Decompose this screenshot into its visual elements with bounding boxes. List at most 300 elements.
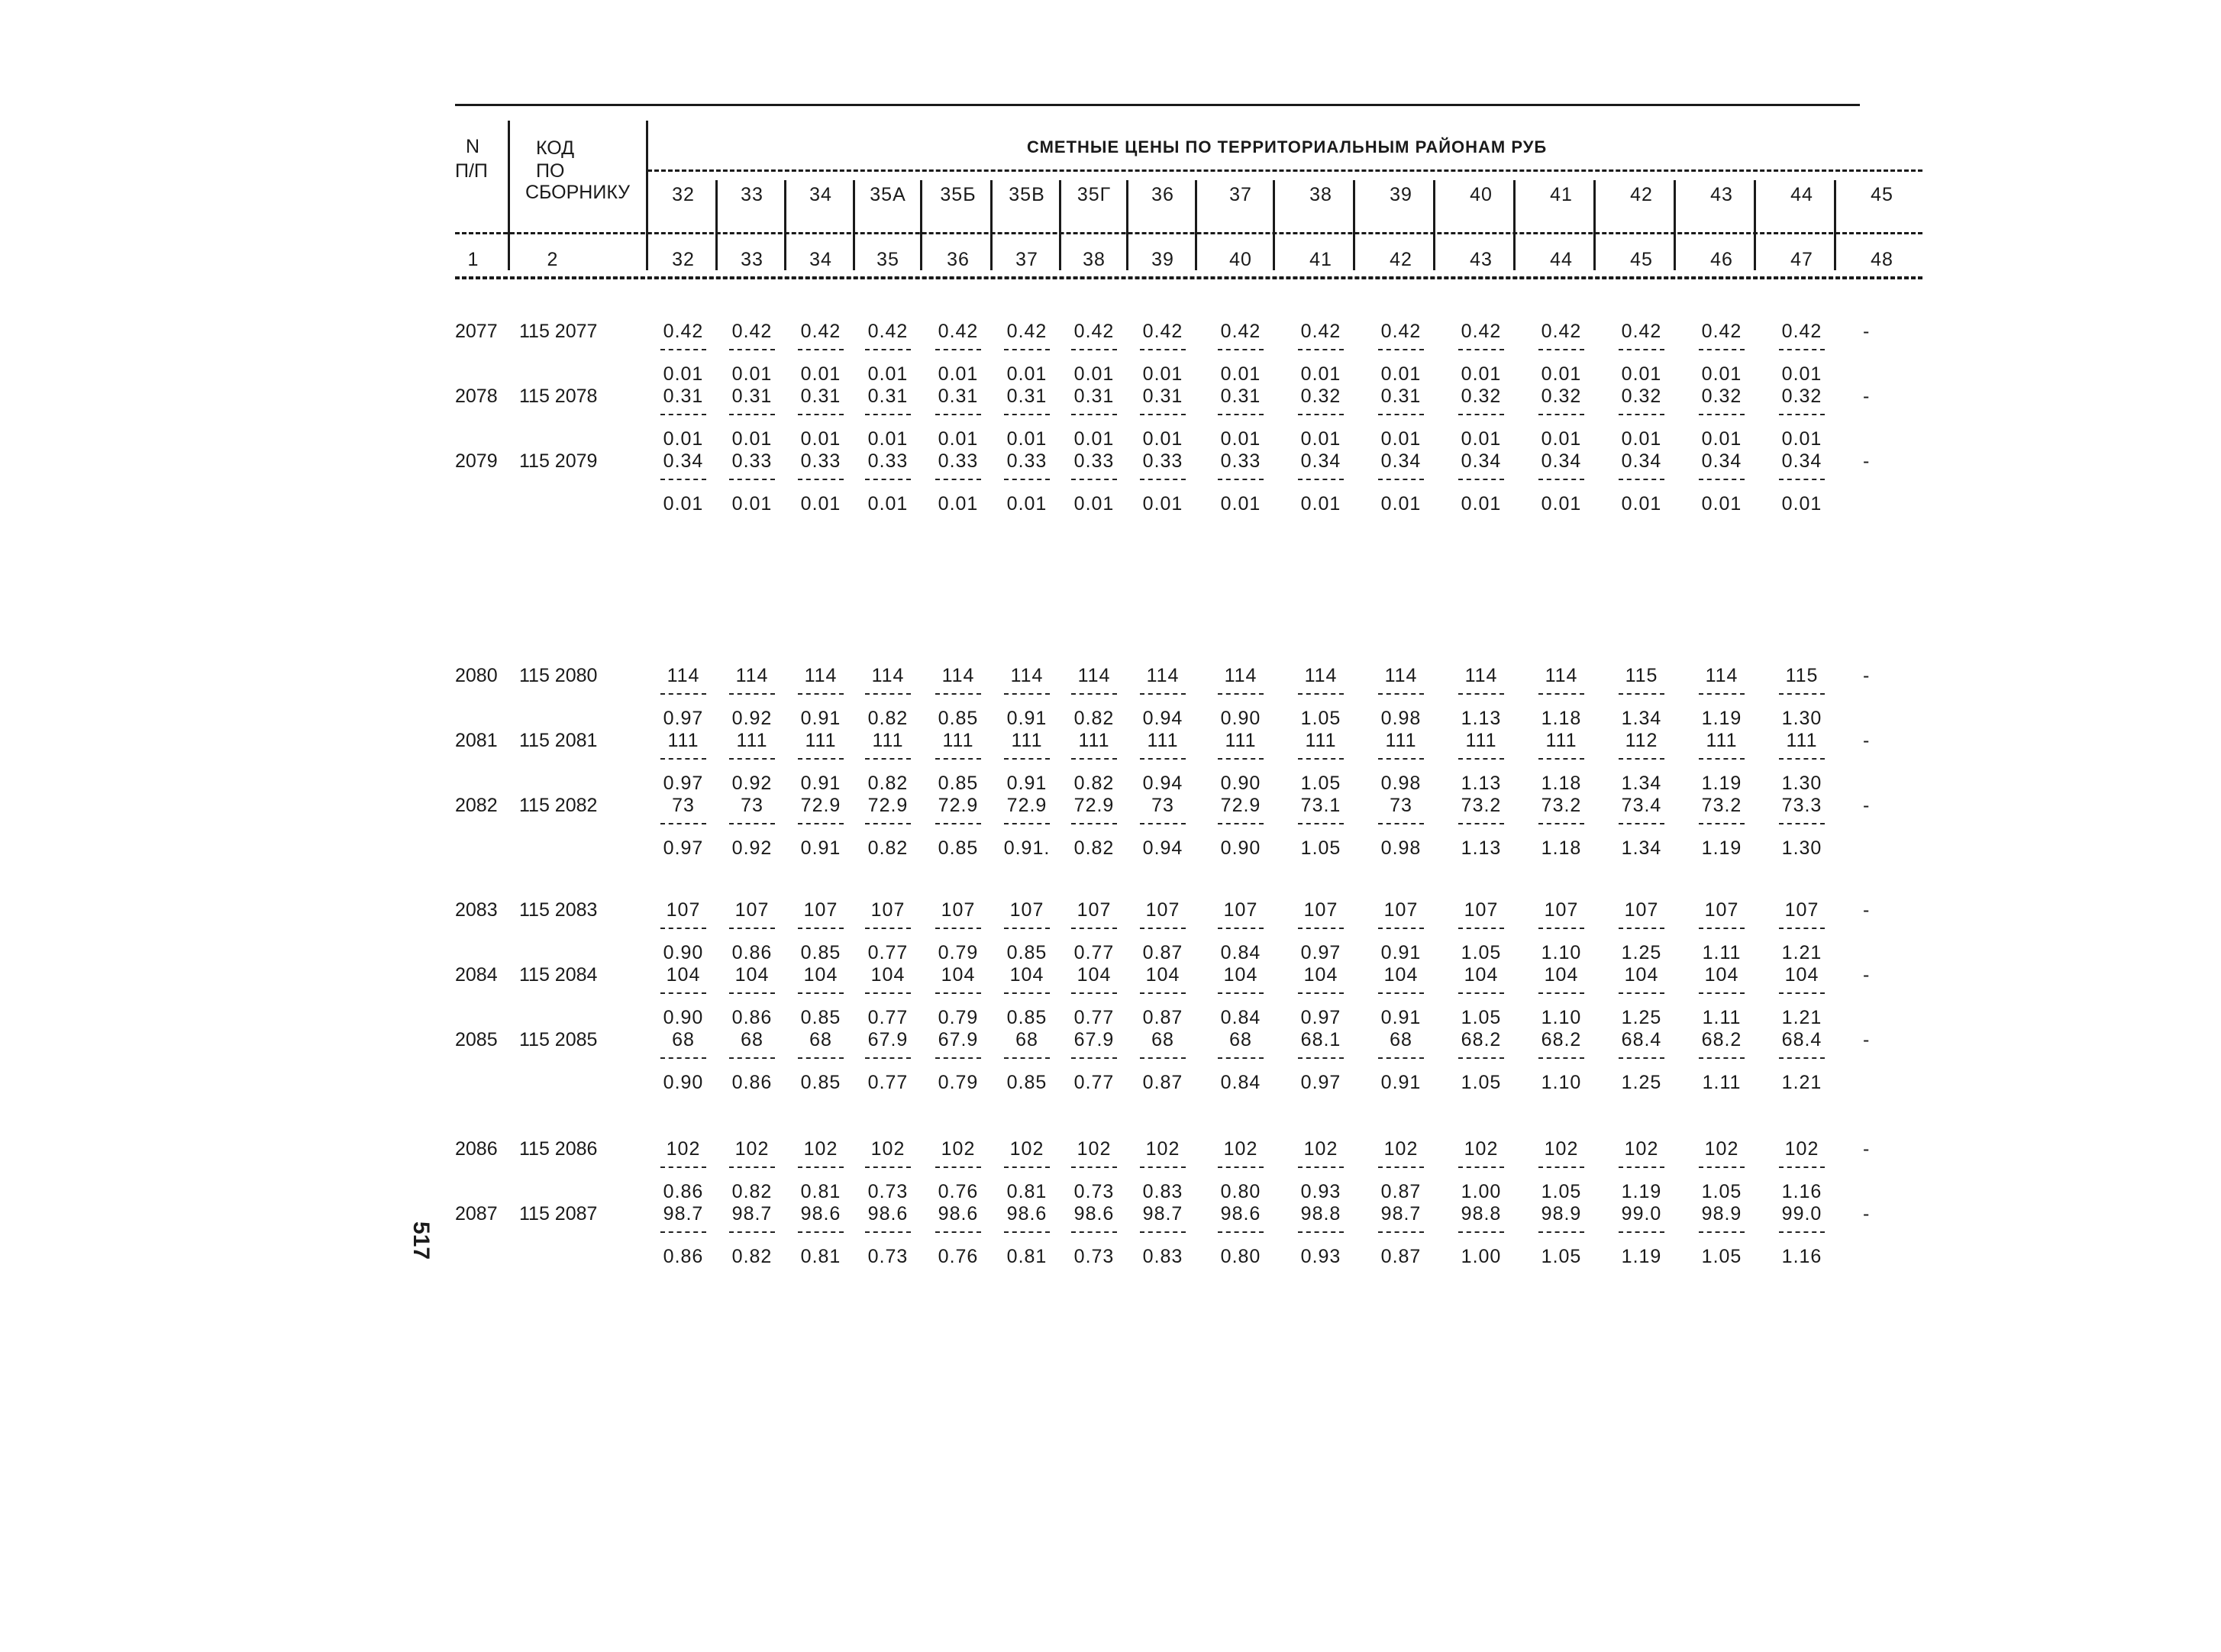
price-value: 111	[1225, 730, 1257, 751]
fraction-line	[935, 1166, 981, 1168]
fraction-line	[1619, 693, 1664, 695]
price-value: 0.42	[1461, 321, 1502, 342]
column-number: 39	[1151, 249, 1174, 270]
price-value: 0.31	[731, 386, 773, 407]
price-value: 0.33	[938, 450, 979, 472]
coefficient-value: 0.01	[1541, 428, 1582, 450]
price-value: 68	[1151, 1029, 1174, 1050]
fraction-line	[935, 1057, 981, 1059]
fraction-line	[865, 1166, 911, 1168]
row-dash: -	[1863, 795, 1870, 816]
fraction-line	[729, 479, 775, 480]
price-value: 104	[1464, 964, 1499, 986]
coefficient-value: 0.01	[1073, 363, 1115, 385]
header-pp-label: П/П	[455, 160, 488, 182]
district-code: 39	[1390, 184, 1412, 205]
coefficient-value: 1.21	[1781, 1007, 1822, 1028]
price-value: 73.4	[1621, 795, 1662, 816]
district-col-sep	[784, 180, 786, 270]
coefficient-value: 1.10	[1541, 1072, 1582, 1093]
price-value: 68.2	[1541, 1029, 1582, 1050]
price-value: 104	[1624, 964, 1659, 986]
coefficient-value: 1.00	[1461, 1246, 1502, 1267]
fraction-line	[1538, 479, 1584, 480]
fraction-line	[865, 758, 911, 760]
row-number: 2086	[455, 1138, 498, 1160]
price-value: 73	[1151, 795, 1174, 816]
fraction-line	[1071, 1231, 1117, 1233]
coefficient-value: 0.81	[800, 1246, 841, 1267]
price-value: 0.32	[1621, 386, 1662, 407]
fraction-line	[1071, 414, 1117, 415]
district-col-sep	[1674, 180, 1676, 270]
fraction-line	[1458, 1166, 1504, 1168]
fraction-line	[1071, 992, 1117, 994]
fraction-line	[1699, 823, 1745, 824]
coefficient-value: 0.85	[800, 942, 841, 963]
coefficient-value: 0.01	[731, 428, 773, 450]
price-value: 68.2	[1461, 1029, 1502, 1050]
price-value: 0.42	[1073, 321, 1115, 342]
price-value: 107	[1303, 899, 1338, 921]
fraction-line	[798, 758, 844, 760]
coefficient-value: 0.83	[1142, 1246, 1183, 1267]
coefficient-value: 0.01	[1300, 428, 1341, 450]
price-value: 0.31	[938, 386, 979, 407]
price-value: 0.42	[731, 321, 773, 342]
coefficient-value: 1.05	[1300, 708, 1341, 729]
price-value: 68	[809, 1029, 832, 1050]
fraction-line	[1779, 693, 1825, 695]
table-body-top-rule	[455, 277, 1922, 279]
coefficient-value: 0.01	[800, 493, 841, 515]
price-value: 114	[1146, 665, 1180, 686]
price-value: 98.6	[867, 1203, 909, 1224]
fraction-line	[1619, 479, 1664, 480]
fraction-line	[1140, 928, 1186, 929]
fraction-line	[1619, 758, 1664, 760]
header-po-label: ПО	[536, 160, 565, 182]
fraction-line	[798, 1231, 844, 1233]
price-value: 0.31	[800, 386, 841, 407]
fraction-line	[1779, 414, 1825, 415]
fraction-line	[1378, 992, 1424, 994]
fraction-line	[1004, 1231, 1050, 1233]
fraction-line	[1004, 928, 1050, 929]
price-value: 67.9	[938, 1029, 979, 1050]
coefficient-value: 1.13	[1461, 773, 1502, 794]
coefficient-value: 1.11	[1702, 1007, 1742, 1028]
coefficient-value: 0.97	[1300, 942, 1341, 963]
price-value: 98.9	[1701, 1203, 1742, 1224]
price-value: 102	[1383, 1138, 1419, 1160]
coefficient-value: 1.11	[1702, 1072, 1742, 1093]
coefficient-value: 0.01	[1701, 363, 1742, 385]
price-value: 107	[1383, 899, 1419, 921]
price-value: 98.7	[663, 1203, 704, 1224]
row-dash: -	[1863, 665, 1870, 686]
price-value: 99.0	[1621, 1203, 1662, 1224]
fraction-line	[1538, 758, 1584, 760]
price-value: 0.33	[800, 450, 841, 472]
coefficient-value: 0.76	[938, 1246, 979, 1267]
coefficient-value: 0.86	[731, 942, 773, 963]
price-value: 67.9	[867, 1029, 909, 1050]
coefficient-value: 1.18	[1541, 708, 1582, 729]
coefficient-value: 0.90	[1220, 837, 1261, 859]
coefficient-value: 0.92	[731, 708, 773, 729]
price-value: 111	[1305, 730, 1337, 751]
fraction-line	[1458, 1057, 1504, 1059]
price-value: 111	[1147, 730, 1179, 751]
fraction-line	[660, 1057, 706, 1059]
fraction-line	[1619, 414, 1664, 415]
fraction-line	[1298, 693, 1344, 695]
fraction-line	[1699, 414, 1745, 415]
coefficient-value: 0.91	[1380, 942, 1422, 963]
price-value: 0.33	[1220, 450, 1261, 472]
fraction-line	[1378, 1231, 1424, 1233]
price-value: 102	[941, 1138, 976, 1160]
coefficient-value: 0.85	[938, 837, 979, 859]
price-value: 0.33	[1006, 450, 1048, 472]
price-value: 0.32	[1781, 386, 1822, 407]
price-value: 98.7	[1142, 1203, 1183, 1224]
coefficient-value: 0.98	[1380, 773, 1422, 794]
price-value: 0.33	[1142, 450, 1183, 472]
coefficient-value: 0.77	[1073, 1072, 1115, 1093]
coefficient-value: 0.01	[800, 363, 841, 385]
price-value: 107	[1223, 899, 1258, 921]
coefficient-value: 0.80	[1220, 1181, 1261, 1202]
column-number: 1	[467, 249, 479, 270]
coefficient-value: 0.81	[1006, 1246, 1048, 1267]
coefficient-value: 1.05	[1461, 1072, 1502, 1093]
coefficient-value: 0.01	[1461, 428, 1502, 450]
price-value: 0.42	[1541, 321, 1582, 342]
price-value: 107	[1077, 899, 1112, 921]
coefficient-value: 0.85	[800, 1072, 841, 1093]
price-value: 102	[1077, 1138, 1112, 1160]
district-code: 37	[1229, 184, 1252, 205]
fraction-line	[798, 693, 844, 695]
price-value: 107	[734, 899, 770, 921]
fraction-line	[1458, 349, 1504, 350]
fraction-line	[1071, 349, 1117, 350]
fraction-line	[729, 1166, 775, 1168]
price-value: 114	[1705, 665, 1738, 686]
coefficient-value: 1.13	[1461, 708, 1502, 729]
price-value: 104	[1383, 964, 1419, 986]
row-number: 2085	[455, 1029, 498, 1050]
coefficient-value: 0.01	[1073, 493, 1115, 515]
fraction-line	[660, 349, 706, 350]
fraction-line	[1458, 758, 1504, 760]
coefficient-value: 0.90	[663, 942, 704, 963]
coefficient-value: 0.85	[1006, 1072, 1048, 1093]
fraction-line	[1298, 1166, 1344, 1168]
row-dash: -	[1863, 964, 1870, 986]
coefficient-value: 0.01	[1621, 363, 1662, 385]
price-value: 99.0	[1781, 1203, 1822, 1224]
price-value: 114	[871, 665, 905, 686]
coefficient-value: 0.91	[1380, 1007, 1422, 1028]
column-number: 35	[876, 249, 899, 270]
coefficient-value: 0.01	[1220, 363, 1261, 385]
fraction-line	[1458, 823, 1504, 824]
fraction-line	[1699, 1231, 1745, 1233]
price-value: 68	[1390, 1029, 1412, 1050]
fraction-line	[1218, 693, 1264, 695]
coefficient-value: 1.25	[1621, 1007, 1662, 1028]
row-code: 115 2083	[519, 899, 598, 921]
fraction-line	[660, 823, 706, 824]
price-value: 0.34	[1461, 450, 1502, 472]
coefficient-value: 0.01	[1380, 363, 1422, 385]
price-value: 102	[1009, 1138, 1044, 1160]
fraction-line	[1004, 479, 1050, 480]
price-value: 0.42	[938, 321, 979, 342]
price-value: 111	[1078, 730, 1110, 751]
coefficient-value: 1.05	[1300, 773, 1341, 794]
price-value: 0.32	[1461, 386, 1502, 407]
price-value: 0.42	[1781, 321, 1822, 342]
district-code: 36	[1151, 184, 1174, 205]
price-value: 104	[1544, 964, 1579, 986]
fraction-line	[1218, 823, 1264, 824]
price-value: 102	[1704, 1138, 1739, 1160]
price-value: 107	[1624, 899, 1659, 921]
row-number: 2084	[455, 964, 498, 986]
fraction-line	[1699, 1057, 1745, 1059]
price-value: 104	[1303, 964, 1338, 986]
coefficient-value: 0.01	[1701, 493, 1742, 515]
fraction-line	[1538, 1057, 1584, 1059]
row-number: 2082	[455, 795, 498, 816]
coefficient-value: 0.84	[1220, 942, 1261, 963]
fraction-line	[1538, 992, 1584, 994]
district-code: 32	[672, 184, 695, 205]
fraction-line	[1378, 823, 1424, 824]
fraction-line	[935, 693, 981, 695]
coefficient-value: 0.77	[867, 942, 909, 963]
coefficient-value: 1.30	[1781, 773, 1822, 794]
header-sbornik-label: СБОРНИКУ	[525, 182, 631, 203]
header-sep-1	[508, 121, 510, 270]
district-code: 35А	[870, 184, 906, 205]
row-number: 2080	[455, 665, 498, 686]
price-value: 111	[736, 730, 768, 751]
price-value: 111	[1545, 730, 1577, 751]
price-value: 98.7	[731, 1203, 773, 1224]
coefficient-value: 0.91	[800, 773, 841, 794]
row-code: 115 2085	[519, 1029, 598, 1050]
coefficient-value: 0.01	[731, 363, 773, 385]
price-value: 0.31	[1220, 386, 1261, 407]
page-number: 517	[408, 1221, 434, 1260]
column-number: 40	[1229, 249, 1252, 270]
coefficient-value: 0.82	[1073, 837, 1115, 859]
district-code: 42	[1630, 184, 1653, 205]
coefficient-value: 0.01	[663, 493, 704, 515]
row-dash: -	[1863, 1138, 1870, 1160]
coefficient-value: 0.82	[1073, 773, 1115, 794]
row-number: 2081	[455, 730, 498, 751]
fraction-line	[1218, 928, 1264, 929]
coefficient-value: 0.82	[867, 773, 909, 794]
row-code: 115 2081	[519, 730, 598, 751]
fraction-line	[935, 823, 981, 824]
coefficient-value: 1.30	[1781, 837, 1822, 859]
price-value: 104	[1077, 964, 1112, 986]
price-value: 102	[1784, 1138, 1819, 1160]
coefficient-value: 0.82	[1073, 708, 1115, 729]
coefficient-value: 1.05	[1541, 1246, 1582, 1267]
coefficient-value: 0.01	[1621, 493, 1662, 515]
coefficient-value: 0.01	[1300, 493, 1341, 515]
district-col-sep	[1353, 180, 1355, 270]
fraction-line	[1071, 928, 1117, 929]
coefficient-value: 0.82	[867, 708, 909, 729]
coefficient-value: 0.97	[663, 773, 704, 794]
price-value: 68.1	[1300, 1029, 1341, 1050]
price-value: 68	[1015, 1029, 1038, 1050]
price-value: 111	[1465, 730, 1497, 751]
fraction-line	[1538, 823, 1584, 824]
coefficient-value: 0.01	[867, 493, 909, 515]
price-value: 0.34	[1541, 450, 1582, 472]
price-value: 104	[1784, 964, 1819, 986]
row-dash: -	[1863, 321, 1870, 342]
fraction-line	[1004, 1166, 1050, 1168]
row-dash: -	[1863, 899, 1870, 921]
fraction-line	[1218, 414, 1264, 415]
fraction-line	[1779, 479, 1825, 480]
coefficient-value: 1.19	[1621, 1181, 1662, 1202]
coefficient-value: 0.91	[1006, 708, 1048, 729]
coefficient-value: 1.05	[1461, 1007, 1502, 1028]
fraction-line	[1298, 758, 1344, 760]
coefficient-value: 0.01	[1541, 363, 1582, 385]
row-code: 115 2087	[519, 1203, 598, 1224]
fraction-line	[729, 414, 775, 415]
fraction-line	[935, 349, 981, 350]
district-col-sep	[853, 180, 855, 270]
district-code: 38	[1309, 184, 1332, 205]
coefficient-value: 0.83	[1142, 1181, 1183, 1202]
price-value: 73.3	[1781, 795, 1822, 816]
coefficient-value: 0.76	[938, 1181, 979, 1202]
coefficient-value: 1.34	[1621, 773, 1662, 794]
coefficient-value: 0.91.	[1003, 837, 1051, 859]
coefficient-value: 0.90	[663, 1007, 704, 1028]
fraction-line	[865, 1057, 911, 1059]
column-number: 36	[947, 249, 970, 270]
fraction-line	[1140, 693, 1186, 695]
coefficient-value: 0.84	[1220, 1072, 1261, 1093]
district-code: 33	[741, 184, 763, 205]
price-value: 102	[1303, 1138, 1338, 1160]
price-value: 73.2	[1541, 795, 1582, 816]
coefficient-value: 0.01	[1781, 493, 1822, 515]
price-value: 72.9	[800, 795, 841, 816]
coefficient-value: 0.91	[1380, 1072, 1422, 1093]
price-value: 0.32	[1300, 386, 1341, 407]
price-value: 68	[672, 1029, 695, 1050]
fraction-line	[1538, 928, 1584, 929]
fraction-line	[660, 992, 706, 994]
coefficient-value: 1.10	[1541, 1007, 1582, 1028]
fraction-line	[1458, 992, 1504, 994]
coefficient-value: 0.86	[663, 1246, 704, 1267]
coefficient-value: 0.82	[731, 1181, 773, 1202]
fraction-line	[1298, 479, 1344, 480]
coefficient-value: 0.98	[1380, 708, 1422, 729]
price-value: 104	[1009, 964, 1044, 986]
coefficient-value: 0.79	[938, 1007, 979, 1028]
coefficient-value: 1.34	[1621, 708, 1662, 729]
price-value: 0.34	[1300, 450, 1341, 472]
coefficient-value: 0.91	[800, 837, 841, 859]
price-value: 114	[667, 665, 700, 686]
coefficient-value: 1.18	[1541, 773, 1582, 794]
column-number: 46	[1710, 249, 1733, 270]
district-code: 41	[1550, 184, 1573, 205]
price-value: 115	[1625, 665, 1658, 686]
district-col-sep	[1273, 180, 1275, 270]
coefficient-value: 0.01	[663, 428, 704, 450]
coefficient-value: 1.21	[1781, 942, 1822, 963]
fraction-line	[865, 928, 911, 929]
fraction-line	[1140, 479, 1186, 480]
fraction-line	[1071, 1166, 1117, 1168]
coefficient-value: 0.73	[1073, 1181, 1115, 1202]
fraction-line	[798, 992, 844, 994]
fraction-line	[1071, 823, 1117, 824]
coefficient-value: 0.93	[1300, 1246, 1341, 1267]
coefficient-value: 1.05	[1541, 1181, 1582, 1202]
coefficient-value: 0.01	[938, 493, 979, 515]
coefficient-value: 0.01	[1541, 493, 1582, 515]
price-value: 107	[803, 899, 838, 921]
coefficient-value: 0.01	[1220, 493, 1261, 515]
price-value: 0.32	[1701, 386, 1742, 407]
price-value: 102	[1145, 1138, 1180, 1160]
fraction-line	[660, 928, 706, 929]
price-value: 102	[803, 1138, 838, 1160]
price-value: 0.42	[1380, 321, 1422, 342]
fraction-line	[1538, 349, 1584, 350]
price-value: 0.31	[1073, 386, 1115, 407]
price-value: 72.9	[1073, 795, 1115, 816]
coefficient-value: 1.34	[1621, 837, 1662, 859]
price-value: 98.6	[938, 1203, 979, 1224]
fraction-line	[1619, 928, 1664, 929]
fraction-line	[1699, 1166, 1745, 1168]
price-value: 111	[1706, 730, 1738, 751]
coefficient-value: 0.01	[1701, 428, 1742, 450]
coefficient-value: 1.00	[1461, 1181, 1502, 1202]
column-number: 48	[1871, 249, 1893, 270]
fraction-line	[865, 414, 911, 415]
price-value: 68	[1229, 1029, 1252, 1050]
coefficient-value: 1.21	[1781, 1072, 1822, 1093]
price-value: 104	[941, 964, 976, 986]
price-value: 0.42	[1300, 321, 1341, 342]
price-value: 0.32	[1541, 386, 1582, 407]
fraction-line	[1458, 928, 1504, 929]
district-code: 35Г	[1077, 184, 1112, 205]
